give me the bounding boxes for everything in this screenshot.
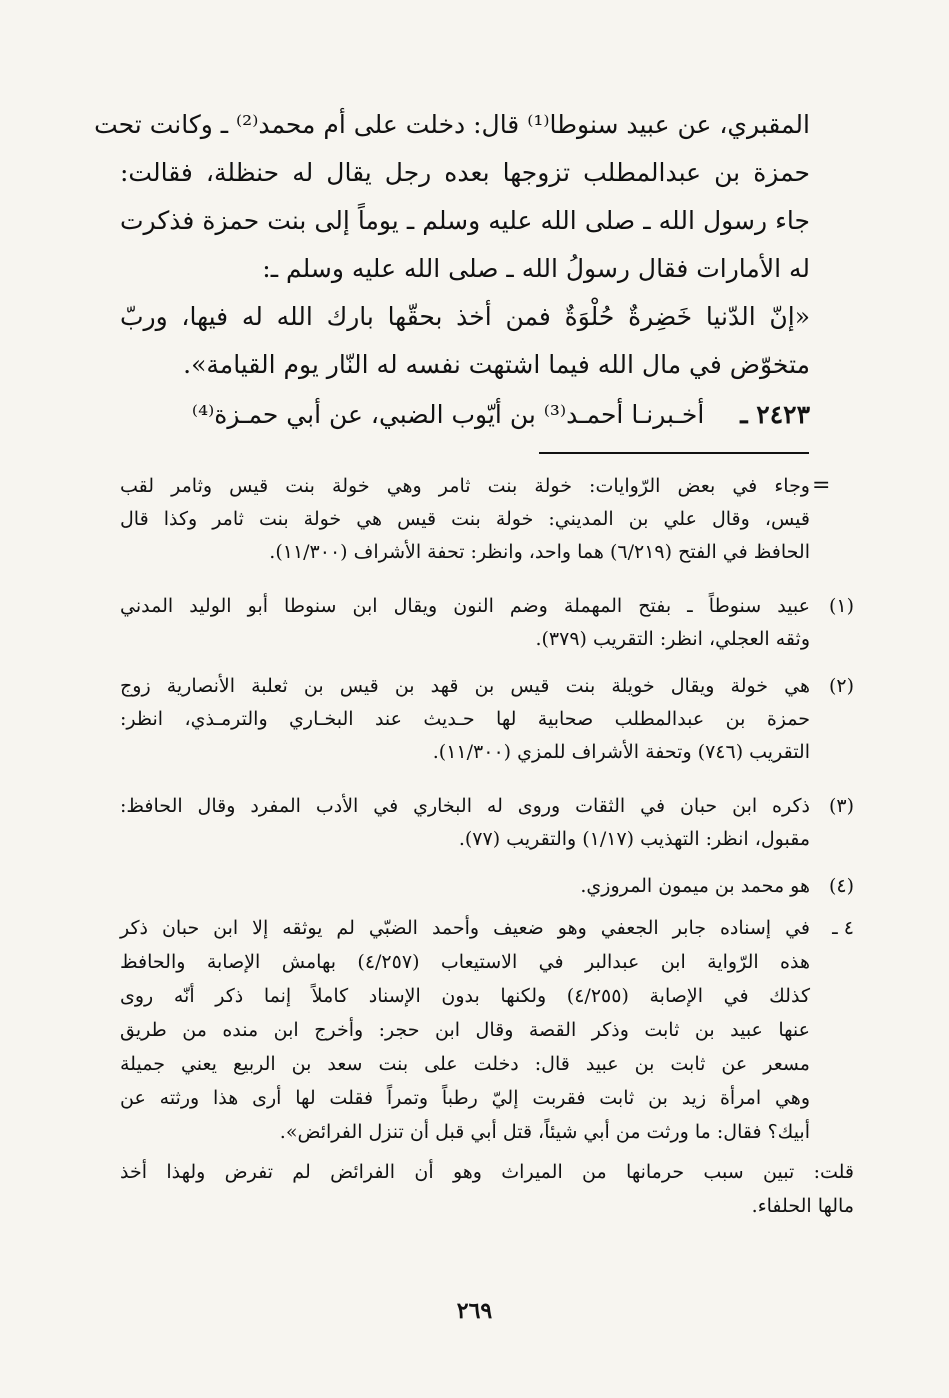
footnote-line: التقريب (٧٤٦) وتحفة الأشراف للمزي (١١/٣٠٠). — [432, 741, 810, 763]
footnote-line: في إسناده جابر الجعفي وهو ضعيف وأحمد الضبّي لم يوثقه إلا ابن حبان ذكر — [120, 917, 810, 939]
page-number: ٢٦٩ — [456, 1298, 493, 1324]
footnote-line: مالها الحلفاء. — [751, 1195, 854, 1217]
footnote-line: الحافظ في الفتح (٦/٢١٩) هما واحد، وانظر: تحفة الأشراف (١١/٣٠٠). — [269, 541, 810, 563]
footnote-line: وجاء في بعض الرّوايات: خولة بنت ثامر وهي خولة بنت قيس وثامر لقب — [120, 475, 810, 497]
footnote-line: هو محمد بن ميمون المروزي. — [580, 875, 810, 897]
footnote-divider — [539, 452, 809, 454]
footnote-number: (٢) — [828, 675, 854, 697]
footnote-line: أبيك؟ فقال: ما ورثت من أبي شيئاً، قتل أبي قبل أن تنزل الفرائض». — [279, 1121, 810, 1143]
hadith-text: أخـبرنـا أحمـد⁽³⁾ بن أيّوب الضبي، عن أبي حمـزة⁽⁴⁾ — [191, 400, 705, 429]
footnote-line: قيس، وقال علي بن المديني: خولة بنت قيس هي خولة بنت ثامر وكذا قال — [120, 508, 810, 530]
footnote-line: هذه الرّواية ابن عبدالبر في الاستيعاب (٤/٢٥٧) بهامش الإصابة والحافظ — [120, 951, 810, 973]
footnote-line: حمزة بن عبدالمطلب صحابية لها حـديث عند البخـاري والترمـذي، انظر: — [120, 708, 811, 730]
footnote-line: مسعر عن ثابت بن عبيد قال: دخلت على بنت سعد بن الربيع يعني جميلة — [120, 1053, 810, 1075]
main-line: متخوّض في مال الله فيما اشتهت نفسه له النّار يوم القيامة». — [183, 350, 810, 379]
main-line: حمزة بن عبدالمطلب تزوجها بعده رجل يقال له حنظلة، فقالت: — [120, 158, 810, 187]
hadith-number: ٢٤٢٣ ـ — [740, 400, 810, 429]
footnote-line: عنها عبيد بن ثابت وذكر القصة وقال ابن حجر: وأخرج ابن منده من طريق — [120, 1019, 810, 1041]
footnote-number: (٤) — [828, 875, 854, 897]
main-line: له الأمارات فقال رسولُ الله ـ صلى الله عليه وسلم ـ: — [262, 254, 810, 283]
footnote-line: كذلك في الإصابة (٤/٢٥٥) ولكنها بدون الإسناد كاملاً إنما ذكر أنّه روى — [120, 985, 810, 1007]
main-line: المقبري، عن عبيد سنوطا⁽¹⁾ قال: دخلت على أم محمد⁽²⁾ ـ وكانت تحت — [94, 110, 810, 139]
hadith-heading — [120, 395, 810, 435]
main-line: جاء رسول الله ـ صلى الله عليه وسلم ـ يوماً إلى بنت حمزة فذكرت — [120, 206, 810, 235]
main-line: «إنّ الدّنيا خَضِرةٌ حُلْوَةٌ فمن أخذ بحقّها بارك الله له فيها، وربّ — [120, 302, 810, 331]
footnote-number: (١) — [828, 595, 854, 617]
footnote-line: قلت: تبين سبب حرمانها من الميراث وهو أن الفرائض لم تفرض ولهذا أخذ — [120, 1161, 854, 1183]
footnote-line: هي خولة ويقال خويلة بنت قيس بن قهد بن قيس بن ثعلبة الأنصارية زوج — [120, 675, 810, 697]
continuation-mark: = — [812, 473, 831, 498]
footnote-number: (٣) — [828, 795, 854, 817]
footnote-line: وثقه العجلي، انظر: التقريب (٣٧٩). — [535, 628, 810, 650]
footnote-line: وهي امرأة زيد بن ثابت فقربت إليّ رطباً وتمراً فقلت لها أرى هذا ورثته عن — [120, 1087, 810, 1109]
footnote-line: ذكره ابن حبان في الثقات وروى له البخاري في الأدب المفرد وقال الحافظ: — [120, 795, 810, 817]
footnote-line: مقبول، انظر: التهذيب (١/١٧) والتقريب (٧٧). — [458, 828, 810, 850]
footnote-number: ٤ ـ — [832, 917, 854, 939]
footnote-line: عبيد سنوطاً ـ بفتح المهملة وضم النون ويقال ابن سنوطا أبو الوليد المدني — [120, 595, 810, 617]
